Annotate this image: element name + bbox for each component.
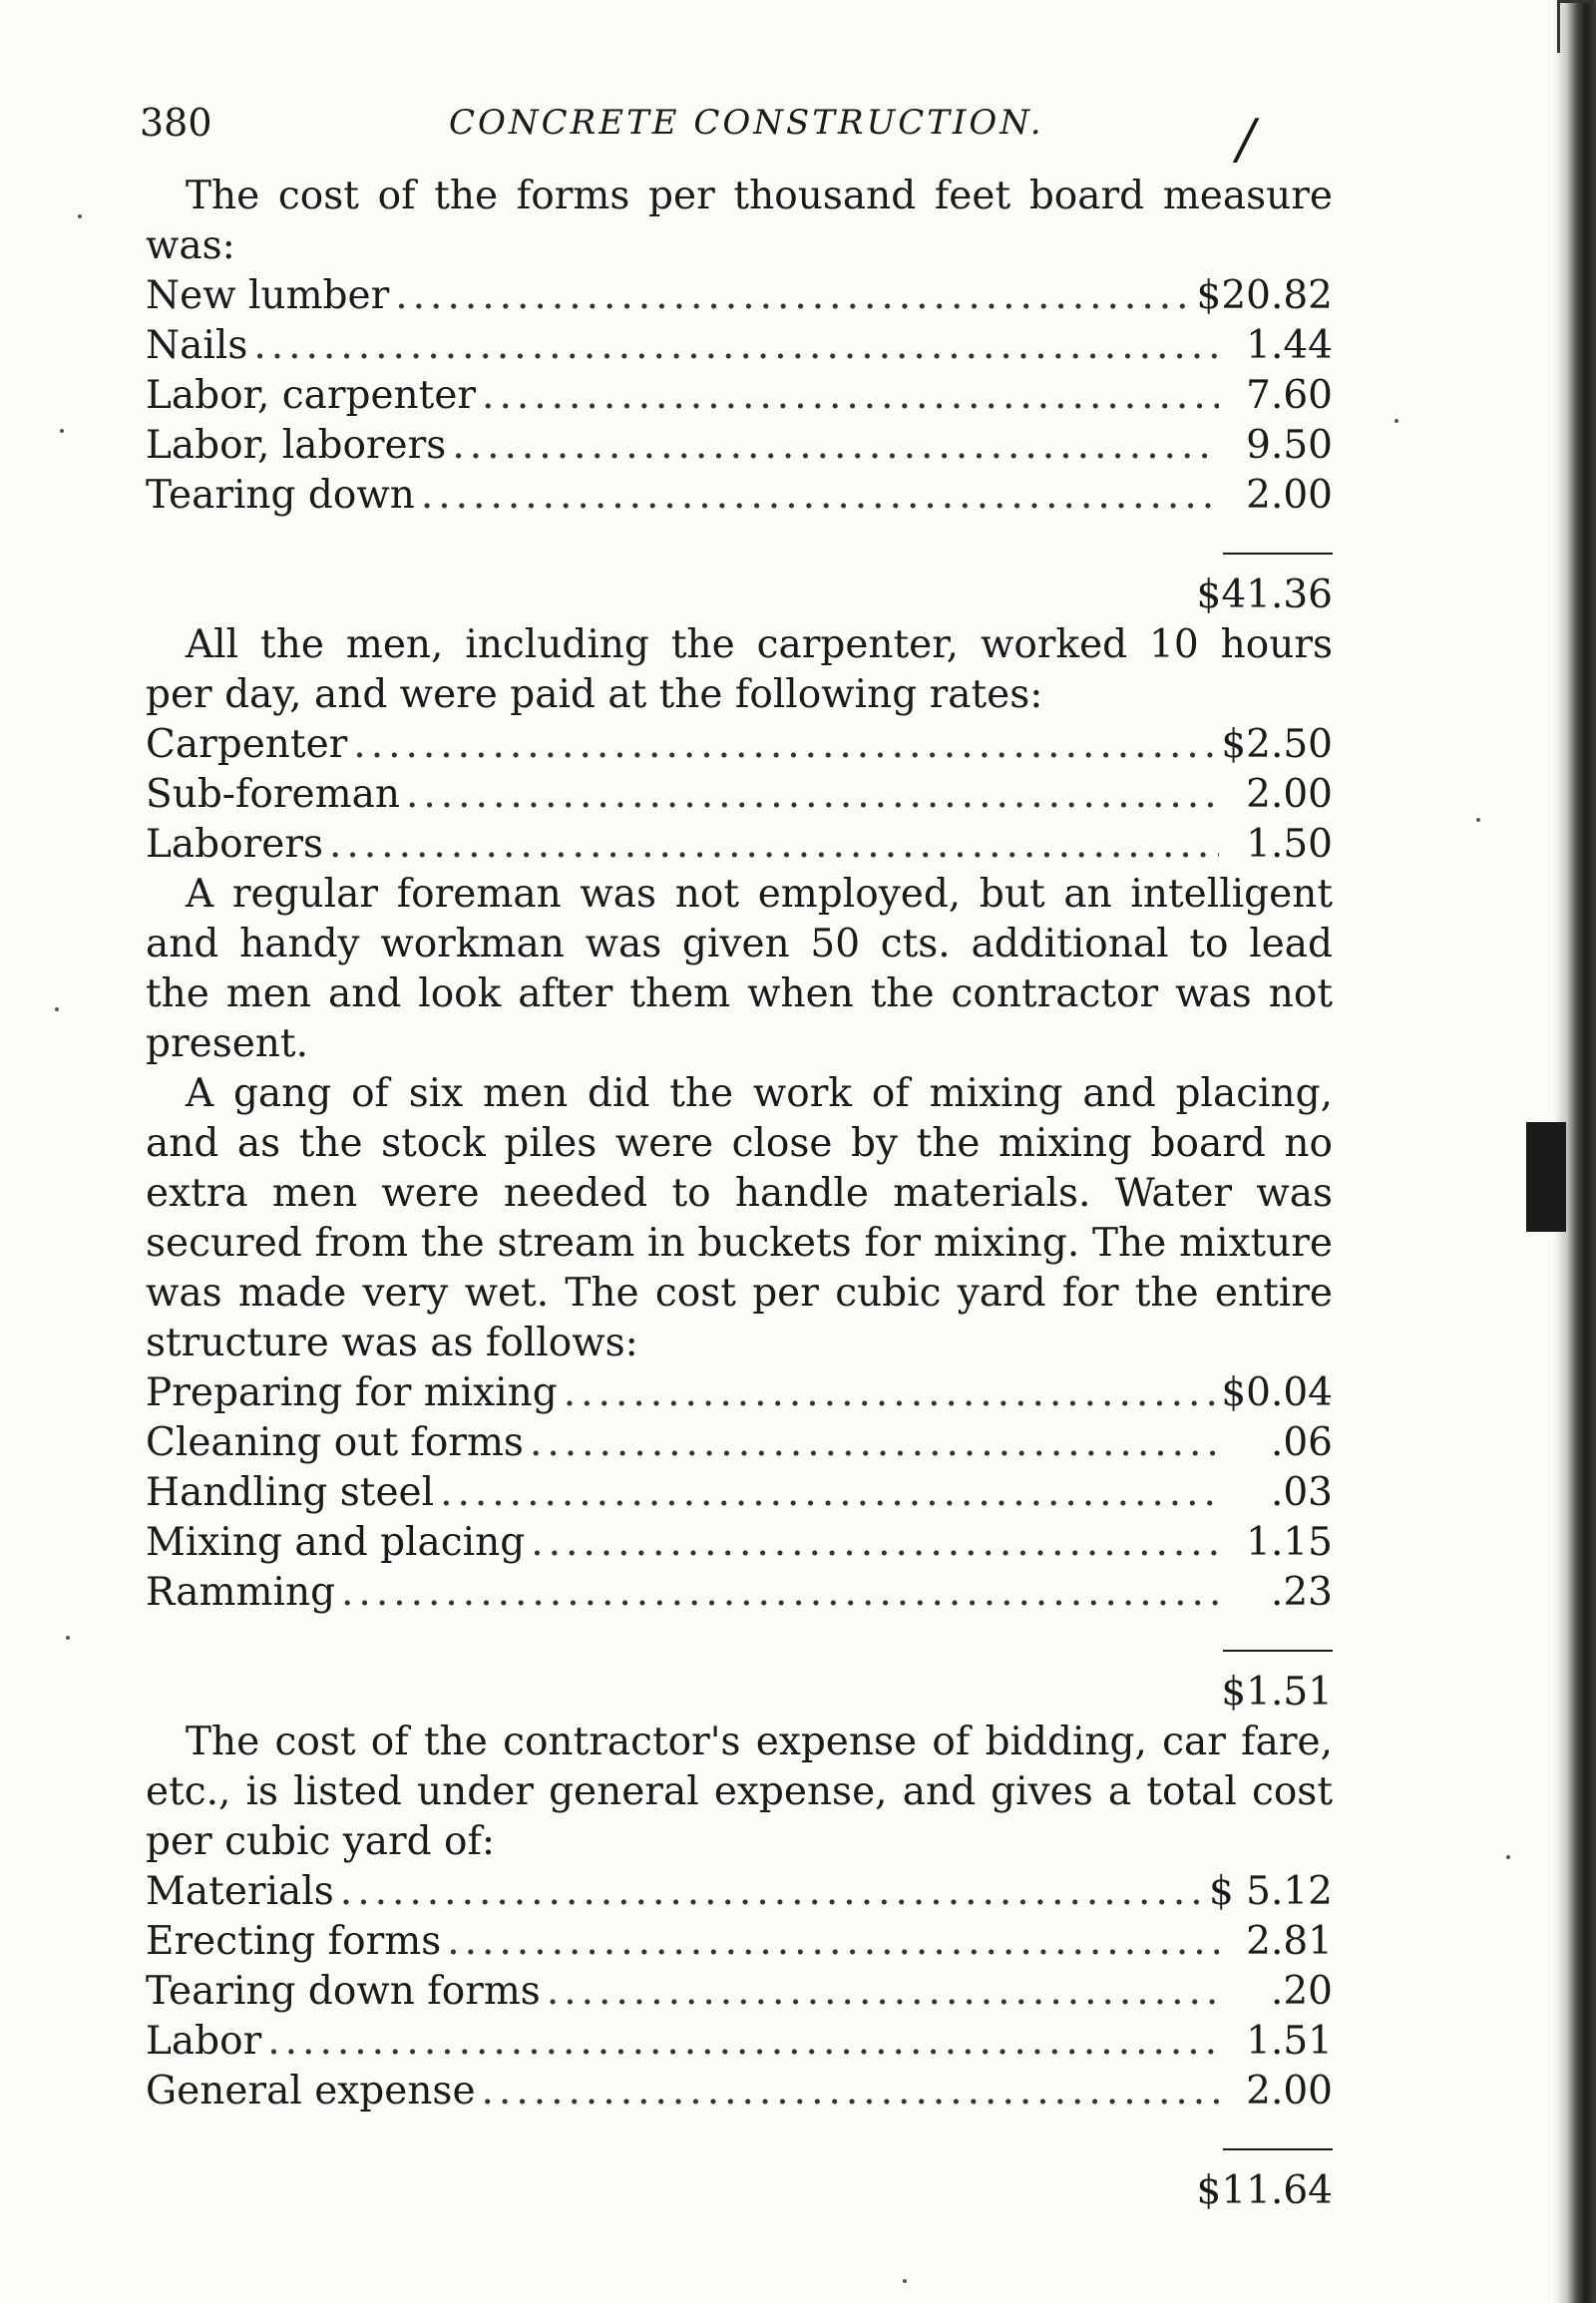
cost-row-value: 2.81 <box>1246 1919 1333 1964</box>
cost-row <box>146 2017 1333 2067</box>
total-cost-total: $11.64 <box>1196 2168 1333 2213</box>
scan-blot <box>1526 1122 1566 1232</box>
leader-dots <box>406 770 1219 820</box>
cost-row-label: Materials <box>146 1869 334 1914</box>
page-number: 380 <box>140 101 212 145</box>
sum-rule <box>146 1618 1333 1668</box>
cost-row-value: 7.60 <box>1246 373 1333 418</box>
scan-speck <box>78 214 82 218</box>
cost-row <box>146 1967 1333 2017</box>
cost-row-value: .23 <box>1270 1570 1333 1615</box>
rate-row-value: 2.00 <box>1246 772 1333 817</box>
cost-row-value: 2.00 <box>1246 473 1333 518</box>
cost-row-value: .06 <box>1270 1420 1333 1465</box>
cost-row <box>146 1867 1333 1917</box>
rate-row-value: $2.50 <box>1221 722 1333 767</box>
forms-cost-intro-cont: was: <box>146 223 235 268</box>
cost-row-value: 9.50 <box>1246 423 1333 468</box>
rate-row-value: 1.50 <box>1246 822 1333 867</box>
scan-speck <box>60 429 64 433</box>
rate-row <box>146 770 1333 820</box>
cubic-yard-cost-total: $1.51 <box>1221 1670 1333 1715</box>
cost-row-value: 1.51 <box>1246 2019 1333 2064</box>
forms-cost-total: $41.36 <box>1196 573 1333 617</box>
cost-row-label: Handling steel <box>146 1470 435 1515</box>
cost-row-label: Labor, carpenter <box>146 373 477 418</box>
leader-dots <box>267 2017 1219 2067</box>
paragraph-general: The cost of the contractor's expense of bidding, car fare, etc., is listed under general expense, and gives a total cost per cubic yard of: <box>146 1720 1333 1864</box>
scan-speck <box>55 1007 59 1011</box>
leader-dots <box>452 421 1219 471</box>
cost-row-label: Labor, laborers <box>146 423 447 468</box>
cost-row-label: General expense <box>146 2069 476 2113</box>
cost-row-value: $0.04 <box>1221 1370 1333 1415</box>
paragraph-gang: A gang of six men did the work of mixing and placing, and as the stock piles were close by the mixing board no extra men were needed to handle materials. Water was secured from the stream in buckets for mixing. The mixture was made very wet. The cost per cubic yard for the entire structure was as follows: <box>146 1071 1333 1365</box>
cost-row <box>146 271 1333 321</box>
rate-row-label: Carpenter <box>146 722 348 767</box>
cost-row-value: 1.44 <box>1246 323 1333 368</box>
leader-dots <box>340 1867 1203 1917</box>
cost-row <box>146 1468 1333 1518</box>
rate-row <box>146 820 1333 870</box>
scanned-page-corner <box>1557 0 1590 53</box>
leader-dots <box>253 321 1219 371</box>
cost-row-label: New lumber <box>146 273 390 318</box>
paragraph-foreman: A regular foreman was not employed, but an intelligent and handy workman was given 50 cts. additional to lead the men and look after them when the contractor was not present. <box>146 872 1333 1066</box>
leader-dots <box>329 820 1219 870</box>
cost-row-label: Erecting forms <box>146 1919 442 1964</box>
leader-dots <box>440 1468 1219 1518</box>
forms-cost-intro: The cost of the forms per thousand feet board measure <box>186 174 1333 218</box>
leader-dots <box>395 271 1190 321</box>
cost-row <box>146 1518 1333 1568</box>
cost-row <box>146 471 1333 521</box>
margin-mark: / <box>1237 108 1256 171</box>
rate-row <box>146 720 1333 770</box>
scan-speck <box>1506 1855 1510 1859</box>
sum-rule <box>146 521 1333 571</box>
leader-dots <box>531 1518 1219 1568</box>
cost-row <box>146 1568 1333 1618</box>
cost-row-label: Tearing down forms <box>146 1969 541 2014</box>
cost-row-value: $ 5.12 <box>1208 1869 1333 1914</box>
cost-row <box>146 1368 1333 1418</box>
cost-row-value: 1.15 <box>1246 1520 1333 1565</box>
sum-rule <box>146 2116 1333 2166</box>
cost-row <box>146 321 1333 371</box>
cost-row-label: Mixing and placing <box>146 1520 526 1565</box>
leader-dots <box>447 1917 1219 1967</box>
rate-row-label: Sub-foreman <box>146 772 400 817</box>
cost-row-value: .20 <box>1270 1969 1333 2014</box>
leader-dots <box>341 1568 1219 1618</box>
scan-speck <box>1476 818 1480 822</box>
cost-row-value: 2.00 <box>1246 2069 1333 2113</box>
running-title: CONCRETE CONSTRUCTION. <box>449 103 1044 143</box>
page-header <box>140 88 1337 158</box>
cost-row-label: Nails <box>146 323 248 368</box>
cost-row-label: Preparing for mixing <box>146 1370 558 1415</box>
leader-dots <box>547 1967 1219 2017</box>
leader-dots <box>482 2067 1219 2116</box>
scan-speck <box>1395 419 1398 423</box>
cost-row <box>146 1418 1333 1468</box>
cost-row-value: $20.82 <box>1196 273 1333 318</box>
cost-row <box>146 2067 1333 2116</box>
leader-dots <box>482 371 1219 421</box>
cost-row-label: Labor <box>146 2019 262 2064</box>
cost-row-label: Tearing down <box>146 473 415 518</box>
cost-row <box>146 1917 1333 1967</box>
forms-cost-section <box>146 172 1333 2216</box>
leader-dots <box>421 471 1219 521</box>
rates-intro: All the men, including the carpenter, worked 10 hours per day, and were paid at the following rates: <box>146 622 1333 717</box>
cost-row <box>146 371 1333 421</box>
cost-row-label: Ramming <box>146 1570 336 1615</box>
leader-dots <box>353 720 1215 770</box>
cost-row-value: .03 <box>1270 1470 1333 1515</box>
scan-speck <box>66 1636 70 1640</box>
scan-speck <box>903 2279 907 2283</box>
cost-row-label: Cleaning out forms <box>146 1420 524 1465</box>
rate-row-label: Laborers <box>146 822 323 867</box>
leader-dots <box>564 1368 1216 1418</box>
cost-row <box>146 421 1333 471</box>
leader-dots <box>530 1418 1219 1468</box>
